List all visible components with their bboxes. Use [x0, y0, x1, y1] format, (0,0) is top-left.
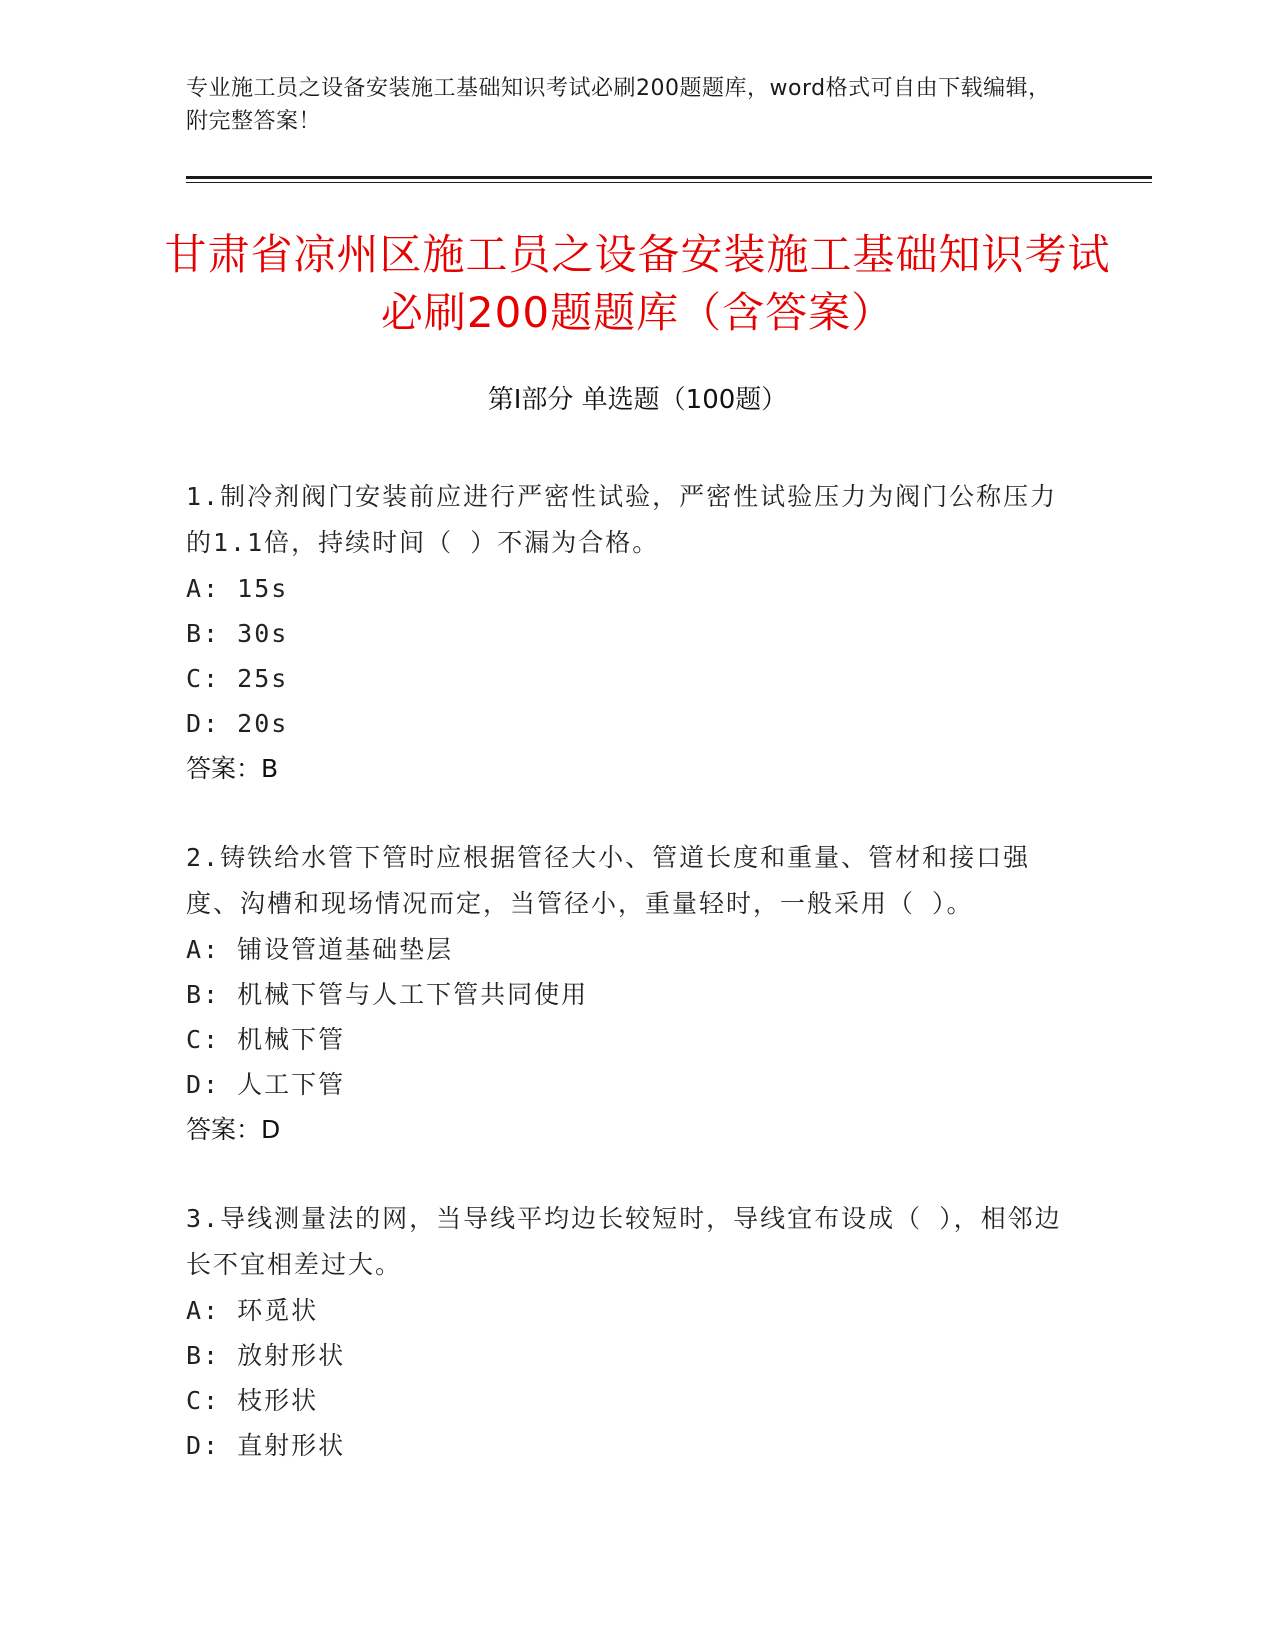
question-stem: 2.铸铁给水管下管时应根据管径大小、管道长度和重量、管材和接口强度、沟槽和现场情况而定，当管径小，重量轻时，一般采用（ ）。: [186, 843, 1031, 918]
option-a: A: 15s: [186, 574, 289, 603]
option-b: B: 30s: [186, 619, 289, 648]
option-c: C: 机械下管: [186, 1025, 346, 1054]
answer-line: 答案：B: [186, 754, 279, 783]
option-a: A: 环觅状: [186, 1296, 319, 1325]
option-a: A: 铺设管道基础垫层: [186, 935, 454, 964]
option-d: D: 直射形状: [186, 1431, 346, 1460]
header-rule-thin: [186, 182, 1152, 183]
option-b: B: 放射形状: [186, 1341, 346, 1370]
question-1: [186, 474, 1066, 791]
option-d: D: 人工下管: [186, 1070, 346, 1099]
question-stem: 1.制冷剂阀门安装前应进行严密性试验，严密性试验压力为阀门公称压力的1.1倍，持续时间（ ）不漏为合格。: [186, 482, 1058, 557]
option-b: B: 机械下管与人工下管共同使用: [186, 980, 589, 1009]
option-d: D: 20s: [186, 709, 289, 738]
header-rule-thick: [186, 176, 1152, 179]
section-heading: 第Ⅰ部分 单选题（100题）: [487, 385, 788, 415]
question-2: [186, 835, 1066, 1152]
option-c: C: 25s: [186, 664, 289, 693]
document-title: 甘肃省凉州区施工员之设备安装施工基础知识考试必刷200题题库（含答案）: [164, 230, 1111, 337]
question-stem: 3.导线测量法的网，当导线平均边长较短时，导线宜布设成（ ），相邻边长不宜相差过大。: [186, 1204, 1062, 1279]
answer-line: 答案：D: [186, 1115, 281, 1144]
question-3: [186, 1196, 1066, 1468]
question-list: [186, 474, 1066, 1512]
header-note: 专业施工员之设备安装施工基础知识考试必刷200题题库，word格式可自由下载编辑，附完整答案！: [186, 76, 1051, 134]
option-c: C: 枝形状: [186, 1386, 319, 1415]
